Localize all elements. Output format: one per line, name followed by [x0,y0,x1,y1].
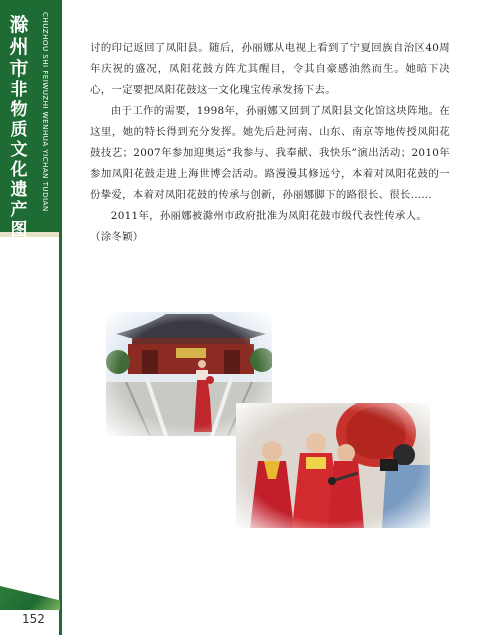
book-title-char: 遗 [10,180,28,200]
book-title-char: 质 [10,120,28,140]
book-title-char: 化 [10,160,28,180]
book-title [6,14,32,260]
photo-interview [236,403,430,528]
book-title-char: 文 [10,140,28,160]
book-title-char: 州 [9,36,29,58]
side-band [0,0,62,635]
book-title-char: 滁 [9,14,29,36]
article-body [90,38,450,248]
book-title-char: 非 [10,80,28,100]
paragraph: 2011年，孙丽娜被滁州市政府批准为凤阳花鼓市级代表性传承人。 [110,210,428,222]
book-title-char: 产 [10,200,28,220]
book-title-char: 物 [10,100,28,120]
photo-interview-image [236,403,430,528]
author-credit: （涂冬颖） [90,231,144,243]
book-title-char: 典 [10,240,28,260]
book-title-char: 图 [10,220,28,240]
book-title-char: 市 [9,58,29,80]
paragraph: 讨的印记返回了凤阳县。随后，孙丽娜从电视上看到了宁夏回族自治区40周年庆祝的盛况，凤阳花鼓方阵尤其醒目，令其自豪感油然而生。她暗下决心，一定要把凤阳花鼓这一文化瑰宝传承发扬下去。 [90,42,450,96]
page-number: 152 [22,612,45,626]
book-title-pinyin: CHUZHOU SHI FEIWUZHI WENHUA YICHAN TUDIAN [41,12,50,212]
paragraph: 由于工作的需要，1998年，孙丽娜又回到了凤阳县文化馆这块阵地。在这里，她的特长得到充分发挥。她先后赴河南、山东、南京等地传授凤阳花鼓技艺；2007年参加迎奥运“我参与、我奉献、我快乐”演出活动；2010年参加凤阳花鼓走进上海世博会活动。路漫漫其修远兮，本着对凤阳花鼓的一份挚爱，本着对凤阳花鼓的传承与创新，孙丽娜脚下的路很长、很长…… [90,105,450,201]
